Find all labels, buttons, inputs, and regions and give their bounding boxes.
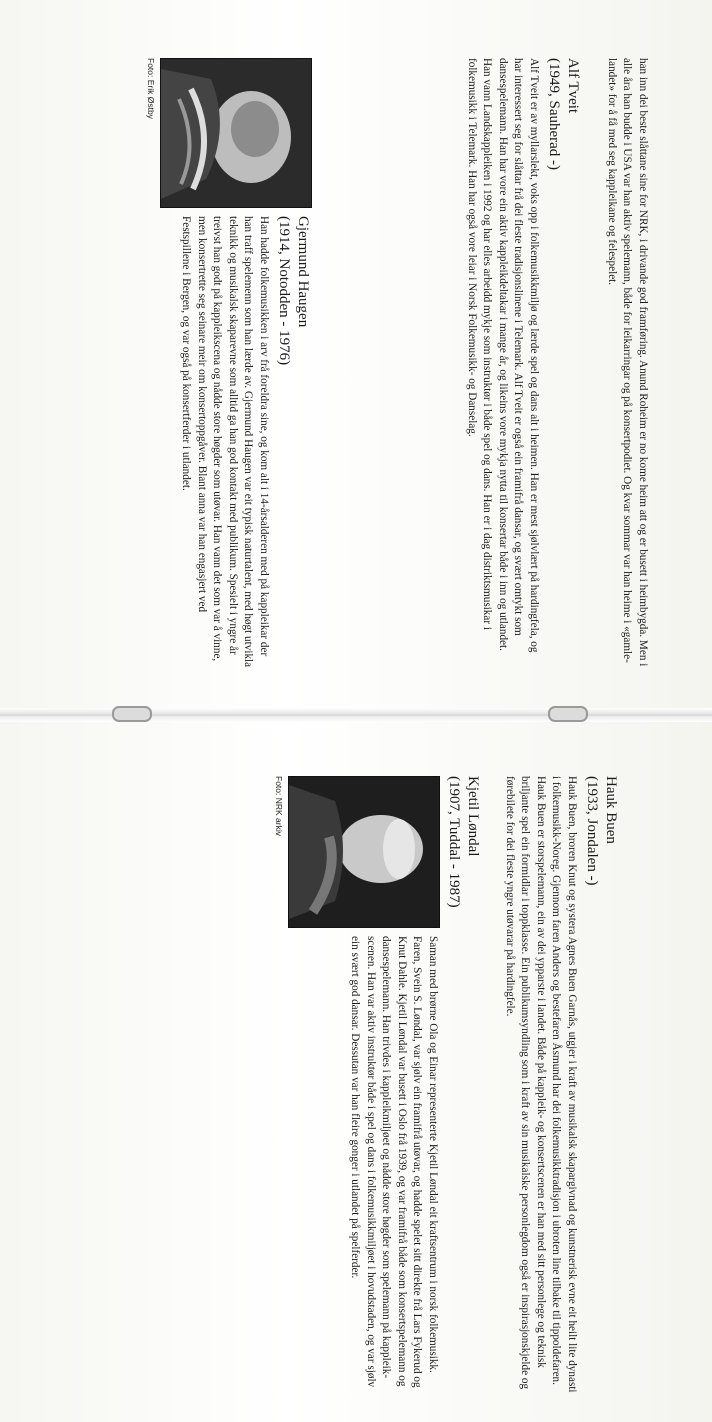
portrait-image: [289, 777, 439, 927]
artist-bio: Hauk Buen, broren Knut og systera Agnes Buen Garnås, utgjer i kraft av musikalsk skapargivnad og kunstnerisk evne eit heilt lite dynasti i folkemusikk-Noreg. Gjennom faren Anders og bestefaren Åsmund har dei folkemusikktradisjon i ubroten line tilbake til tippoldefaren. Hauk Buen er storspelemann, ein av dei ypparste i landet. Både på kappleik- og konsertscenen er han med sitt personlege og teknisk briljante spel ein formidlar i toppklasse. Ein publikumsyndling som i kraft av sin musikalske personlegdom også er inspirasjonskjelde og førebilete for dei fleste yngre utøvarar på hardingfele.: [504, 776, 578, 1393]
section-hauk-buen: [502, 776, 621, 1396]
portrait-photo-londal: [288, 776, 440, 928]
artist-dates: (1914, Notodden - 1976): [276, 216, 292, 366]
staple-left: [112, 706, 152, 722]
intro-paragraph: han inn dei beste slåttane sine for NRK, i drivande god framføring. Anund Roheim er no kome heim att og er busett i heimbygda. Men i alle åra han budde i USA var han aktiv spelemann, både for leikarringar og på konsertpodiet. Og kvar sommar var han heime i «gamle-landet» for å få med seg kappleikane og felespelet.: [606, 58, 649, 667]
artist-bio: Han hadde folkemusikken i arv frå foreldra sine, og kom alt i 14-årsalderen med på kappleikar der han traff spelemenn som han lærde av. Gjermund Haugen var eit typisk naturtalent, med høgt utvikla teknikk og musikalsk skaparevne som alltid ga han god kontakt med publikum. Spesielt i yngre år treivst han godt på kappleikscena og nådde store høgder som utøvar. Han vann det som var å vinne, men konsertrette seg seinare meir om konsertoppgåver. Blant anna var han engasjert ved Festspillene i Bergen, og var også på konsertferder i utlandet.: [180, 216, 270, 668]
portrait-photo-tveit: [160, 58, 312, 208]
section-gjermund-haugen: [178, 216, 312, 668]
artist-name: Hauk Buen: [603, 776, 619, 844]
bottom-page: [20, 776, 620, 1406]
photo-credit: Foto: NRK arkiv: [274, 776, 284, 836]
center-fold: [0, 708, 712, 722]
artist-dates: (1907, Tuddal - 1987): [446, 776, 462, 908]
top-page: [50, 58, 650, 678]
artist-name: Kjetil Løndal: [465, 776, 481, 857]
artist-name: Gjermund Haugen: [295, 216, 311, 328]
artist-name: Alf Tveit: [565, 58, 581, 114]
artist-bio: Alf Tveit er av myllarslekt, voks opp i folkemusikkmiljø og lærde spel og dans alt i heimen. Han er mest sjølvlært på hardingfela, og har interessert seg for slåttar frå dei fleste tradisjonslinene i Telemark. Alf Tveit er også ein framifrå dansar, og svært omtykt som dansespelemann. Han har vore ein aktiv kappleikdeltakar i mange år, og likeins vore mykja nytta til konsertar både i inn og utlandet. Han vann Landskappleiken i 1992 og har elles arbeidd mykje som instruktør i både spel og dans. Han er i dag distriktsmusikar i folkemusikk i Telemark. Han har også vore leiar i Norsk Folkemusikk- og Danselag.: [466, 58, 540, 653]
staple-right: [548, 706, 588, 722]
artist-dates: (1933, Jondalen -): [584, 776, 600, 886]
artist-bio-londal: Saman med brørne Ola og Einar representerte Kjetil Løndal eit kraftsentrum i norsk folkemusikk. Faren, Svein S. Løndal, var sjølv ein framifrå utøvar, og hadde spelet sitt direkte frå Lars Fykerud og Knut Dahle. Kjetil Løndal var busett i Oslo frå 1939, og var framifrå både som konsertspelemann og dansespelemann. Han trivdes i kappleikmiljøet og nådde store høgder som spelemann på kappleik-scenen. Han var aktiv instruktør både i spel og dans i folkemusikkmiljøet i hovudstaden, og var sjølv ein svært god dansar. Dessutan var han fleire gonger i utlandet på spelferder.: [349, 936, 439, 1388]
portrait-image: [161, 59, 311, 207]
section-alf-tveit: [464, 58, 583, 668]
artist-dates: (1949, Sauherad -): [546, 58, 562, 171]
photo-credit: Foto: Erik Østby: [146, 58, 156, 119]
kjetil-heading: [442, 776, 482, 1396]
